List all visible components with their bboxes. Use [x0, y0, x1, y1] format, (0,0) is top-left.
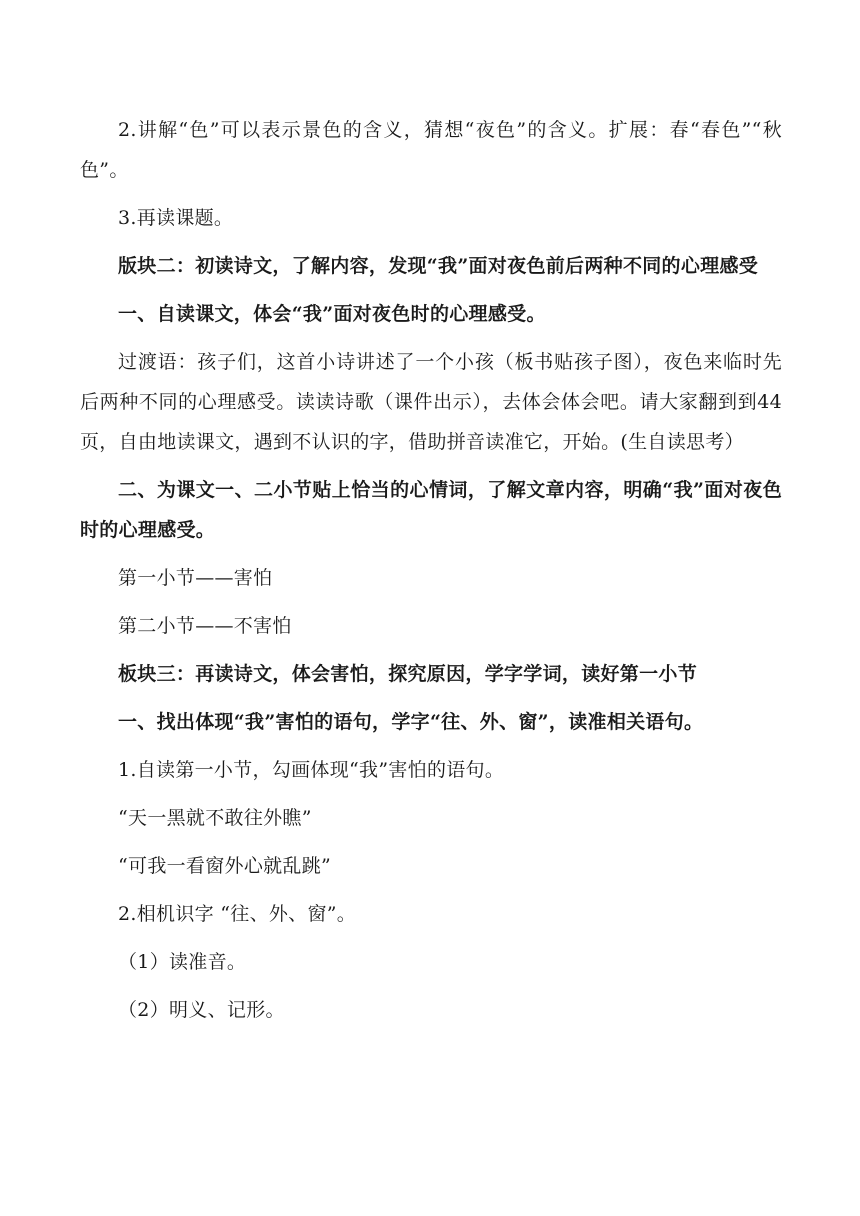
paragraph-step-two: 2.相机识字 “往、外、窗”。 [118, 903, 357, 925]
paragraph-reread-title: 3.再读课题。 [118, 207, 234, 229]
paragraph-explain-color: 2.讲解“色”可以表示景色的含义，猜想“夜色”的含义。扩展：春“春色”“秋色”。 [80, 119, 782, 181]
section-heading-block-three: 板块三：再读诗文，体会害怕，探究原因，学字学词，读好第一小节 [118, 663, 698, 685]
paragraph-read-pronunciation: （1）读准音。 [118, 951, 247, 973]
quote-sentence-two: “可我一看窗外心就乱跳” [118, 855, 332, 877]
subheading-self-read: 一、自读课文，体会“我”面对夜色时的心理感受。 [118, 303, 546, 325]
subheading-mood-words: 二、为课文一、二小节贴上恰当的心情词，了解文章内容，明确“我”面对夜色时的心理感受。 [80, 479, 782, 541]
section-heading-block-two: 版块二：初读诗文，了解内容，发现“我”面对夜色前后两种不同的心理感受 [118, 255, 759, 277]
quote-sentence-one: “天一黑就不敢往外瞧” [118, 807, 312, 829]
paragraph-transition: 过渡语：孩子们，这首小诗讲述了一个小孩（板书贴孩子图），夜色来临时先后两种不同的心理感受。读读诗歌（课件出示），去体会体会吧。请大家翻到到44页，自由地读课文，遇到不认识的字，借助拼音读准它，开始。(生自读思考） [80, 351, 782, 453]
subheading-find-afraid-sentences: 一、找出体现“我”害怕的语句，学字“往、外、窗”，读准相关语句。 [118, 711, 704, 733]
paragraph-section-two-not-afraid: 第二小节——不害怕 [118, 615, 292, 637]
paragraph-section-one-afraid: 第一小节——害怕 [118, 567, 273, 589]
paragraph-meaning-form: （2）明义、记形。 [118, 999, 285, 1021]
paragraph-step-one: 1.自读第一小节，勾画体现“我”害怕的语句。 [118, 759, 505, 781]
